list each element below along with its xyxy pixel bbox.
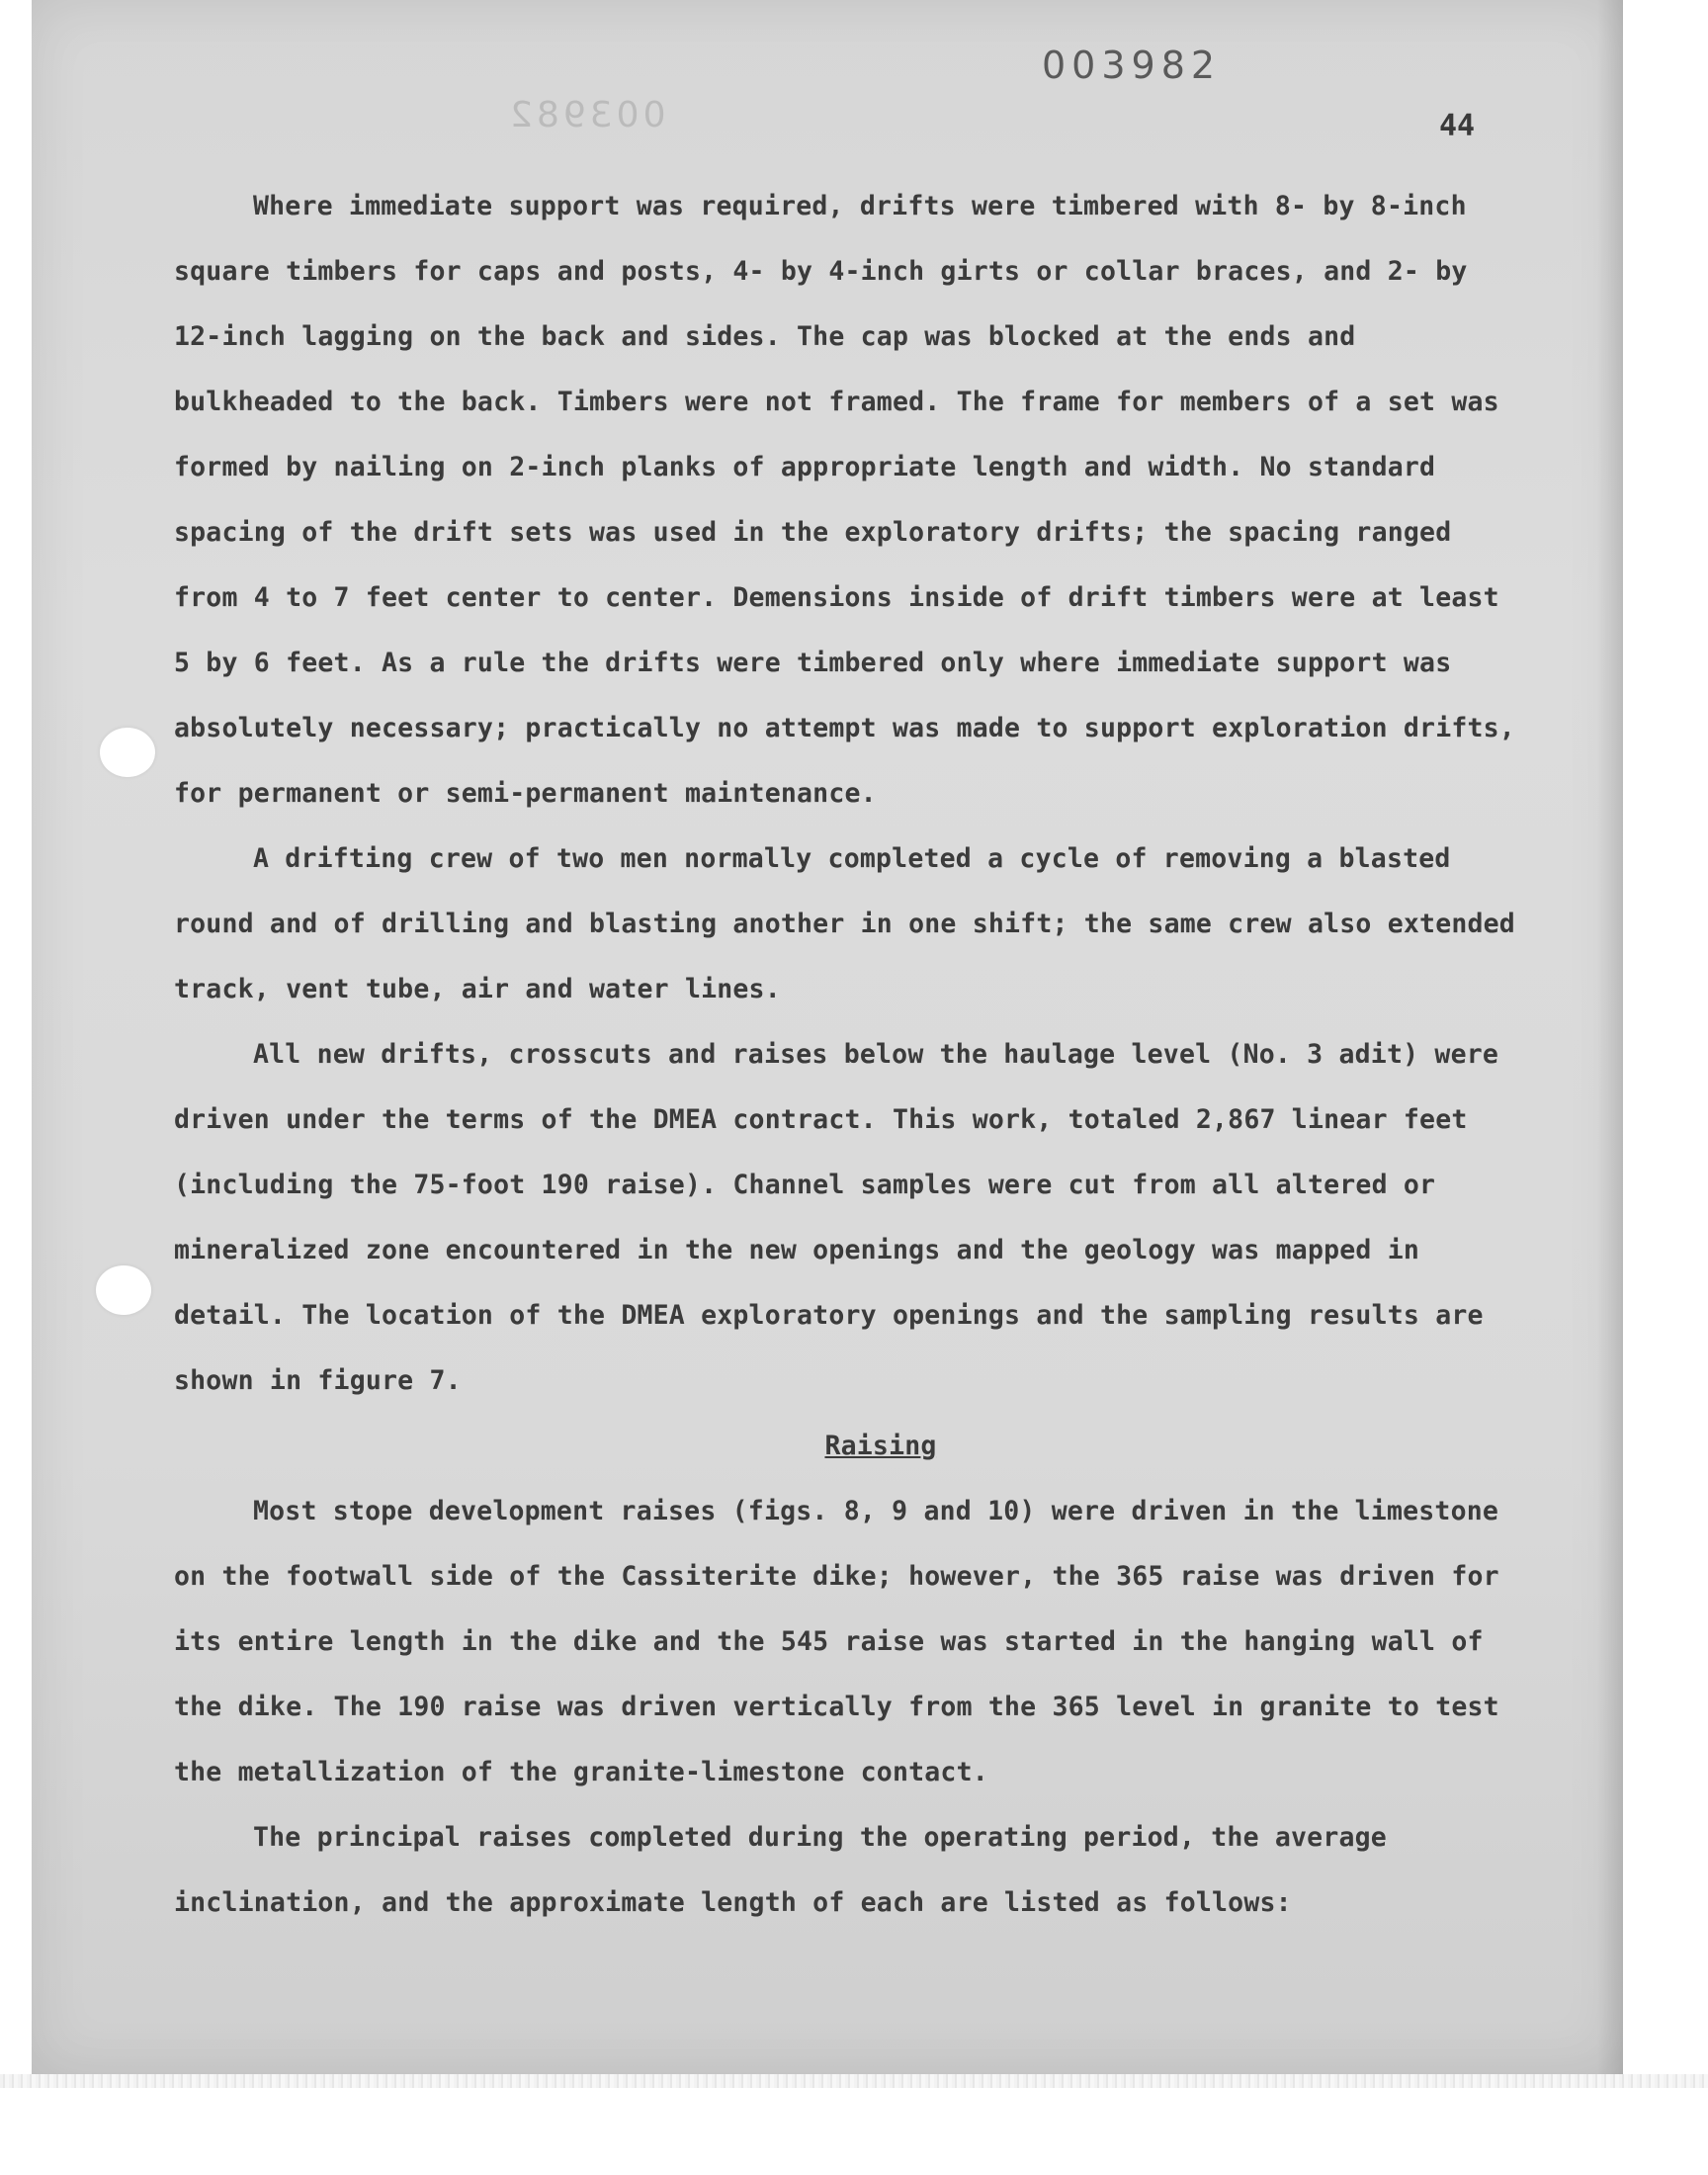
paragraph-stope-raises: Most stope development raises (figs. 8, 9 and 10) were driven in the limestone on the footwall side of the Cassiterite dike; however, the 365 raise was driven for its entire length in the dike and the 545 raise was started in the hanging wall of the dike. The 190 raise was driven vertically from the 365 level in granite to test the metallization of the granite-limestone contact. xyxy=(174,1496,1499,1787)
paragraph-drifting-crew: A drifting crew of two men normally completed a cycle of removing a blasted round and of drilling and blasting another in one shift; the same crew also extended track, vent tube, air and water lines. xyxy=(174,843,1515,1004)
scan-bottom-strip xyxy=(0,2074,1708,2088)
paragraph-principal-raises: The principal raises completed during the operating period, the average inclination, and the approximate length of each are listed as follows: xyxy=(174,1822,1387,1918)
punch-hole-lower xyxy=(96,1265,151,1315)
section-heading-raising: Raising xyxy=(824,1431,937,1461)
punch-hole-upper xyxy=(100,728,155,777)
page-edge-shadow xyxy=(1597,0,1623,2074)
page-number: 44 xyxy=(1439,109,1476,143)
paragraph-timbering: Where immediate support was required, drifts were timbered with 8- by 8-inch square timbers for caps and posts, 4- by 4-inch girts or collar braces, and 2- by 12-inch lagging on the back and sides. The cap was blocked at the ends and bulkheaded to the back. Timbers were not framed. The frame for members of a set was formed by nailing on 2-inch planks of appropriate length and width. No standard spacing of the drift sets was used in the exploratory drifts; the spacing ranged from 4 to 7 feet center to center. Demensions inside of drift timbers were at least 5 by 6 feet. As a rule the drifts were timbered only where immediate support was absolutely necessary; practically no attempt was made to support exploration drifts, for permanent or semi-permanent maintenance. xyxy=(174,191,1515,809)
document-number: 003982 xyxy=(1042,44,1222,87)
body-text xyxy=(174,174,1528,1936)
bleed-through-number: 003982 xyxy=(506,95,666,135)
paragraph-dmea-work: All new drifts, crosscuts and raises below the haulage level (No. 3 adit) were driven under the terms of the DMEA contract. This work, totaled 2,867 linear feet (including the 75-foot 190 raise). Channel samples were cut from all altered or mineralized zone encountered in the new openings and the geology was mapped in detail. The location of the DMEA exploratory openings and the sampling results are shown in figure 7. xyxy=(174,1039,1499,1396)
